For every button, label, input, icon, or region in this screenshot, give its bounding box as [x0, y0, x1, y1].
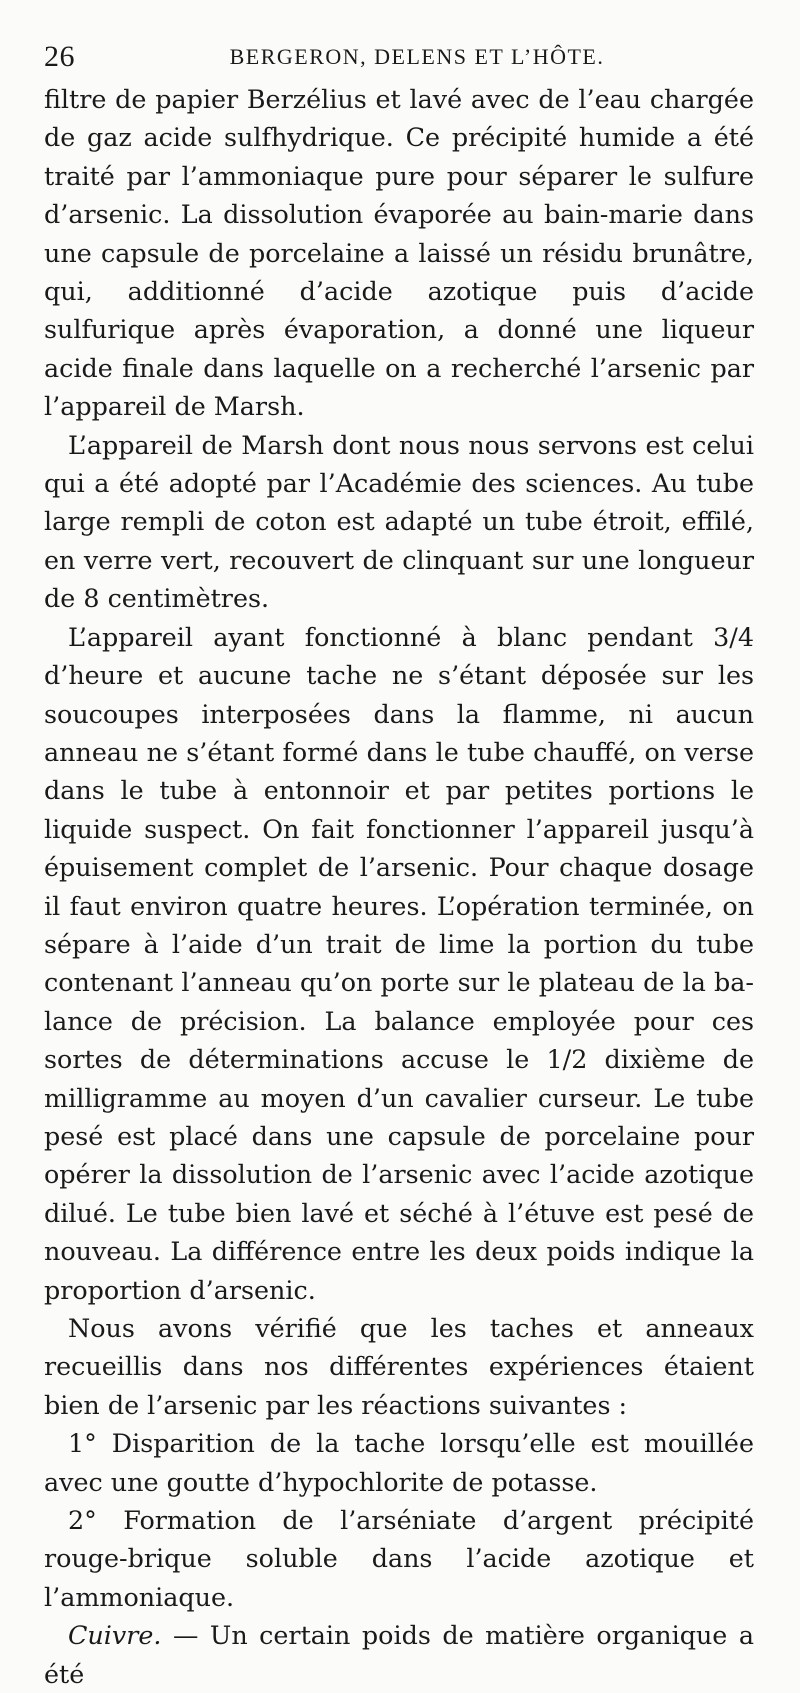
- paragraph-5: [44, 1616, 754, 1693]
- running-head: BERGERON, DELENS ET L’HÔTE.: [229, 44, 605, 69]
- list-item-2: 2° Formation de l’arséniate d’argent précipité rouge-brique soluble dans l’acide azotique et l’ammoniaque.: [44, 1505, 754, 1612]
- paragraph-5-text: — Un certain poids de matière organique a été: [44, 1620, 754, 1689]
- body-text: [44, 80, 754, 1693]
- list-item-1: 1° Disparition de la tache lorsqu’elle est mouillée avec une goutte d’hypochlorite de potasse.: [44, 1428, 754, 1497]
- paragraph-1: filtre de papier Berzélius et lavé avec de l’eau chargée de gaz acide sulfhydrique. Ce précipité humide a été traité par l’ammoniaque pure pour séparer le sulfure d’arsenic. La dissolution évaporée au bain-marie dans une capsule de porcelaine a laissé un résidu brunâtre, qui, additionné d’acide azotique puis d’acide sulfurique après évaporation, a donné une liqueur acide finale dans laquelle on a recherché l’arsenic par l’appareil de Marsh.: [44, 84, 754, 422]
- page-header: [44, 38, 754, 80]
- page-number: 26: [44, 40, 75, 73]
- run-in-heading: Cuivre.: [68, 1620, 162, 1651]
- paragraph-4: Nous avons vérifié que les taches et anneaux recueillis dans nos différentes expériences étaient bien de l’arsenic par les réactions suivantes :: [44, 1313, 754, 1420]
- paragraph-3: L’appareil ayant fonctionné à blanc pendant 3/4 d’heure et aucune tache ne s’étant déposée sur les soucoupes interposées dans la flamme, ni aucun anneau ne s’étant formé dans le tube chauffé, on verse dans le tube à entonnoir et par petites portions le liquide suspect. On fait fonctionner l’appareil jusqu’à épuisement complet de l’arsenic. Pour chaque dosage il faut environ quatre heures. L’opération terminée, on sépare à l’aide d’un trait de lime la portion du tube contenant l’anneau qu’on porte sur le plateau de la balance de précision. La balance employée pour ces sortes de déterminations accuse le 1/2 dixième de milligramme au moyen d’un cavalier curseur. Le tube pesé est placé dans une capsule de porcelaine pour opérer la dissolution de l’arsenic avec l’acide azotique dilué. Le tube bien lavé et séché à l’étuve est pesé de nouveau. La différence entre les deux poids indique la proportion d’arsenic.: [44, 621, 754, 1305]
- paragraph-2: L’appareil de Marsh dont nous nous servons est celui qui a été adopté par l’Académie des sciences. Au tube large rempli de coton est adapté un tube étroit, effilé, en verre vert, recouvert de clinquant sur une longueur de 8 centimètres.: [44, 429, 754, 614]
